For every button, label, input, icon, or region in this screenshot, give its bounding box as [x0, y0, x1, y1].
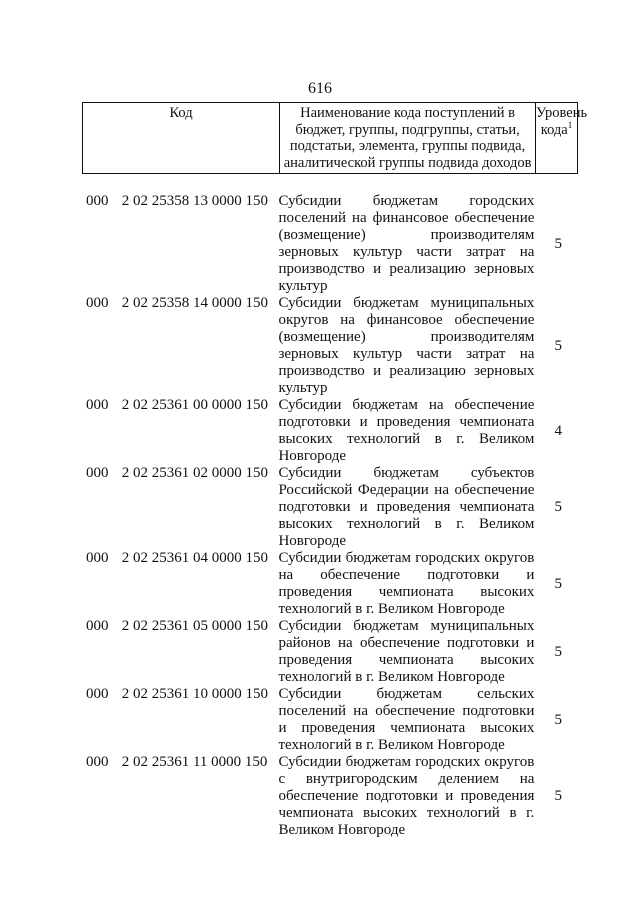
header-level: [536, 103, 588, 173]
table-row: [82, 465, 582, 550]
income-name: Субсидии бюджетам городских поселений на финансовое обеспечение (возмещение) производителям зерновых культур части затрат на производство и реализацию зерновых культур: [278, 193, 535, 294]
income-name: Субсидии бюджетам на обеспечение подготовки и проведения чемпионата высоких технологий в г. Великом Новгороде: [278, 397, 535, 464]
income-name: Субсидии бюджетам муниципальных округов на финансовое обеспечение (возмещение) производителям зерновых культур части затрат на производство и реализацию зерновых культур: [278, 295, 535, 396]
income-code: 2 02 25361 00 0000 150: [121, 397, 268, 413]
header-level-label: Уровень кода: [536, 105, 588, 138]
table-row: [82, 550, 582, 618]
code-level: 5: [554, 711, 562, 728]
header-name: Наименование кода поступлений в бюджет, группы, подгруппы, статьи, подстатьи, элемента, группы подвида, аналитической группы подвида доходов: [280, 103, 536, 173]
table-row: [82, 193, 582, 295]
admin-code: 000: [86, 550, 109, 566]
income-code: 2 02 25361 05 0000 150: [121, 618, 268, 634]
income-name: Субсидии бюджетам городских округов на обеспечение подготовки и проведения чемпионата высоких технологий в г. Великом Новгороде: [278, 550, 535, 617]
table-row: [82, 754, 582, 839]
header-code: Код: [83, 103, 280, 173]
income-code: 2 02 25361 02 0000 150: [121, 465, 268, 481]
income-code: 2 02 25361 10 0000 150: [121, 686, 268, 702]
admin-code: 000: [86, 618, 109, 634]
page-number: 616: [308, 80, 332, 97]
table-row: [82, 686, 582, 754]
admin-code: 000: [86, 686, 109, 702]
code-level: 4: [554, 422, 562, 439]
admin-code: 000: [86, 397, 109, 413]
table-row: [82, 295, 582, 397]
table-row: [82, 618, 582, 686]
income-name: Субсидии бюджетам муниципальных районов на обеспечение подготовки и проведения чемпионата высоких технологий в г. Великом Новгороде: [278, 618, 535, 685]
admin-code: 000: [86, 295, 109, 311]
income-name: Субсидии бюджетам субъектов Российской Федерации на обеспечение подготовки и проведения чемпионата высоких технологий в г. Великом Новгороде: [278, 465, 535, 549]
income-code: 2 02 25361 11 0000 150: [121, 754, 268, 770]
code-level: 5: [554, 788, 562, 804]
header-level-footnote: 1: [567, 119, 573, 130]
code-level: 5: [554, 575, 562, 592]
code-level: 5: [554, 235, 562, 252]
income-code: 2 02 25361 04 0000 150: [121, 550, 268, 566]
admin-code: 000: [86, 193, 109, 209]
code-level: 5: [554, 643, 562, 660]
income-name: Субсидии бюджетам сельских поселений на обеспечение подготовки и проведения чемпионата высоких технологий в г. Великом Новгороде: [278, 686, 535, 753]
table-header: [82, 102, 588, 174]
code-level: 5: [554, 337, 562, 354]
code-level: 5: [554, 499, 562, 515]
admin-code: 000: [86, 754, 109, 770]
income-code: 2 02 25358 14 0000 150: [121, 295, 268, 311]
admin-code: 000: [86, 465, 109, 481]
table-body: [82, 193, 582, 839]
table-row: [82, 397, 582, 465]
income-name: Субсидии бюджетам городских округов с внутригородским делением на обеспечение подготовки и проведения чемпионата высоких технологий в г. Великом Новгороде: [278, 754, 535, 838]
income-code: 2 02 25358 13 0000 150: [121, 193, 268, 209]
